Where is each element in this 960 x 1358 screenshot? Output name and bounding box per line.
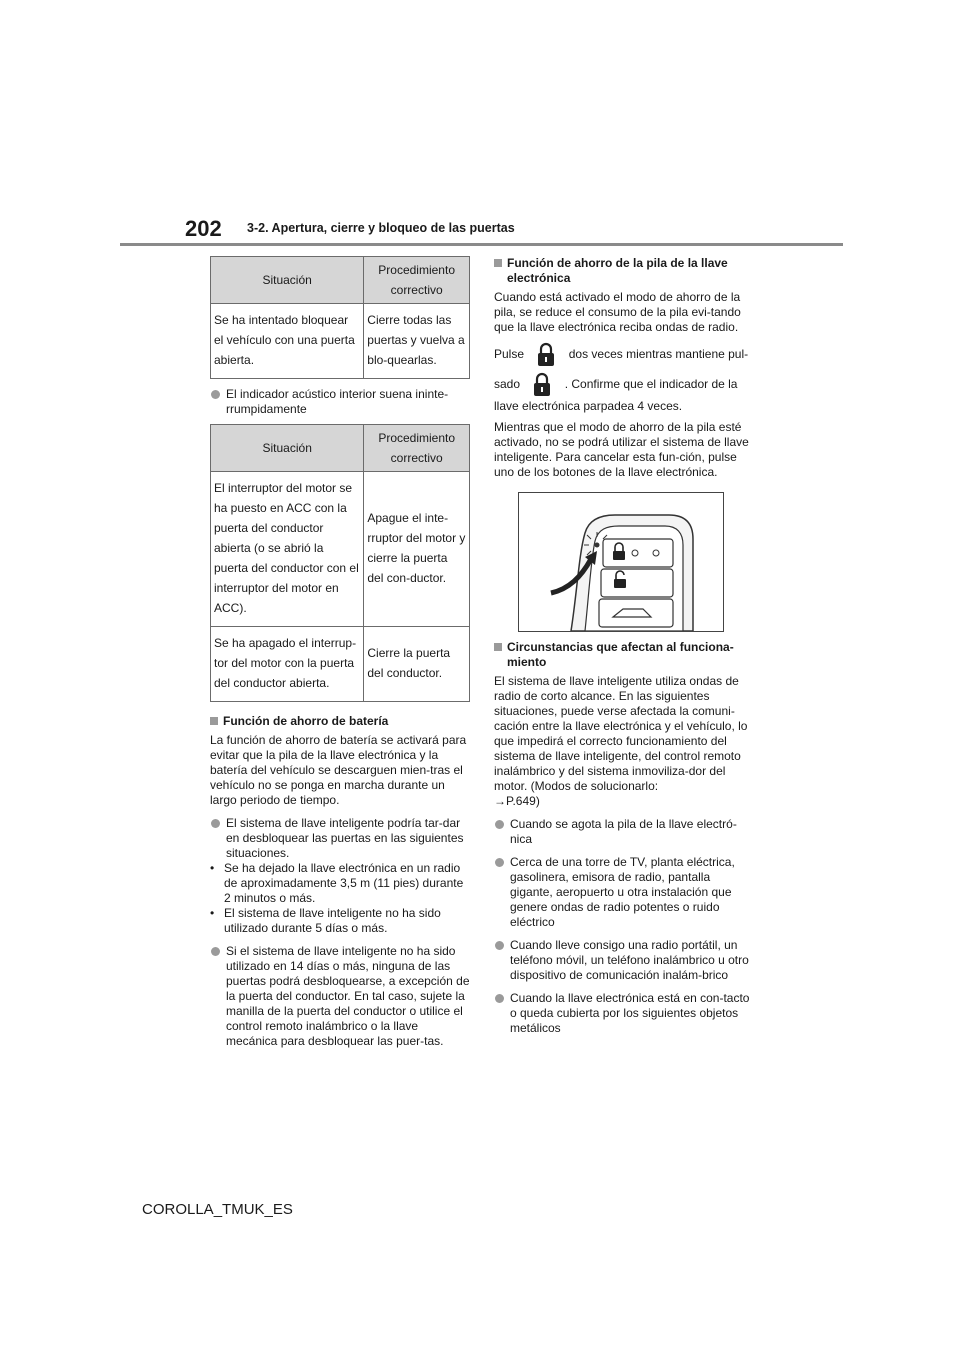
table-row [211,304,470,379]
door-lock-table [210,256,470,379]
page-number: 202 [185,216,222,241]
watermark: carmanualsonline.info [718,1322,924,1343]
bullet-dot-icon [211,819,220,828]
battery-saver-bullet-2: Si el sistema de llave inteligente no ha sido utilizado en 14 días o más, ninguna de las puertas podrá desbloquearse, a excepción de la puerta del conductor. En tal caso, sujete la manilla de la puerta del conductor o utilice el control remoto inalámbrico o la llave mecánica para desbloquear las puer-tas. [210,944,470,1049]
smart-key-illustration [518,492,724,632]
circumstance-bullet: Cuando lleve consigo una radio portátil, un teléfono móvil, un teléfono inalámbrico u otro dispositivo de comunicación inalám-brico [494,938,756,983]
battery-saver-conditions [210,861,470,936]
battery-saver-bullet-1: El sistema de llave inteligente podría tar-dar en desbloquear las puertas en las siguientes situaciones. [210,816,470,861]
list-item: • Se ha dejado la llave electrónica en un radio de aproximadamente 3,5 m (11 pies) durante 2 minutos o más. [210,861,470,906]
table-row [211,472,470,627]
right-column [494,256,756,1036]
table-header-situation: Situación [211,425,364,472]
circumstance-bullet: Cuando la llave electrónica está en con-tacto o queda cubierta por los siguientes objetos metálicos [494,991,756,1036]
table-header-procedure: Procedimiento correctivo [364,257,470,304]
bullet-dot-icon [495,820,504,829]
bullet-dot-icon [495,858,504,867]
heading-square-icon [210,717,218,725]
circumstances-text: El sistema de llave inteligente utiliza ondas de radio de corto alcance. En las siguientes situaciones, puede verse afectada la comuni-cación entre la llave electrónica y el vehículo, lo que impedirá el correcto funcionamiento del sistema de llave inteligente, del control remoto inalámbrico y del sistema inmoviliza-dor del motor. (Modos de solucionarlo: [494,674,748,793]
acoustic-table [210,424,470,702]
table-header-situation: Situación [211,257,364,304]
heading-square-icon [494,643,502,651]
press-instruction: Pulse dos veces mientras mantiene pul- [494,339,756,369]
table-cell-procedure: Cierre la puerta del conductor. [364,627,470,702]
table-cell-procedure: Apague el inte-rruptor del motor y cierre la puerta del con-ductor. [364,472,470,627]
circumstances-reference: →P.649) [494,794,540,808]
table-cell-situation: El interruptor del motor se ha puesto en ACC con la puerta del conductor abierta (o se abrió la puerta del conductor con el interruptor del motor en ACC). [211,472,364,627]
bullet-dot-icon [495,941,504,950]
key-battery-saver-text-2: llave electrónica parpadea 4 veces. [494,399,683,413]
circumstance-bullet: Cuando se agota la pila de la llave electró-nica [494,817,756,847]
battery-saver-heading: Función de ahorro de batería [210,714,470,729]
left-column [210,256,470,1049]
table-header-procedure: Procedimiento correctivo [364,425,470,472]
table-cell-situation: Se ha apagado el interrup-tor del motor con la puerta del conductor abierta. [211,627,364,702]
circumstances-heading: Circunstancias que afectan al funciona-miento [494,640,756,670]
table-cell-procedure: Cierre todas las puertas y vuelva a blo-quearlas. [364,304,470,379]
table-cell-situation: Se ha intentado bloquear el vehículo con una puerta abierta. [211,304,364,379]
bullet-acoustic: El indicador acústico interior suena ininte-rrumpidamente [210,387,470,417]
battery-saver-text: La función de ahorro de batería se activará para evitar que la pila de la llave electrónica y la batería del vehículo se descarguen mien-tras el vehículo no se ponga en marcha durante un largo periodo de tiempo. [210,733,467,807]
table-row [211,627,470,702]
lock-icon [531,372,553,398]
key-battery-saver-text-1: Cuando está activado el modo de ahorro de la pila, se reduce el consumo de la pila evi-tando que la llave electrónica reciba ondas de radio. [494,290,741,334]
bullet-dot-icon [211,947,220,956]
circumstance-bullet: Cerca de una torre de TV, planta eléctrica, gasolinera, emisora de radio, pantalla gigante, aeropuerto u otra instalación que genere ondas de radio potentes o ruido eléctrico [494,855,756,930]
list-item: • El sistema de llave inteligente no ha sido utilizado durante 5 días o más. [210,906,470,936]
key-battery-saver-text-3: Mientras que el modo de ahorro de la pila esté activado, no se podrá utilizar el sistema de llave inteligente. Para cancelar esta fun-ción, pulse uno de los botones de la llave electrónica. [494,420,749,479]
heading-square-icon [494,259,502,267]
lock-icon [535,342,557,368]
held-instruction: sado . Confirme que el indicador de la [494,369,756,399]
document-code: COROLLA_TMUK_ES [142,1201,293,1218]
header-rule [120,243,843,246]
key-battery-saver-heading: Función de ahorro de la pila de la llave electrónica [494,256,756,286]
bullet-dot-icon [211,390,220,399]
section-title: 3-2. Apertura, cierre y bloqueo de las puertas [247,221,515,235]
bullet-dot-icon [495,994,504,1003]
